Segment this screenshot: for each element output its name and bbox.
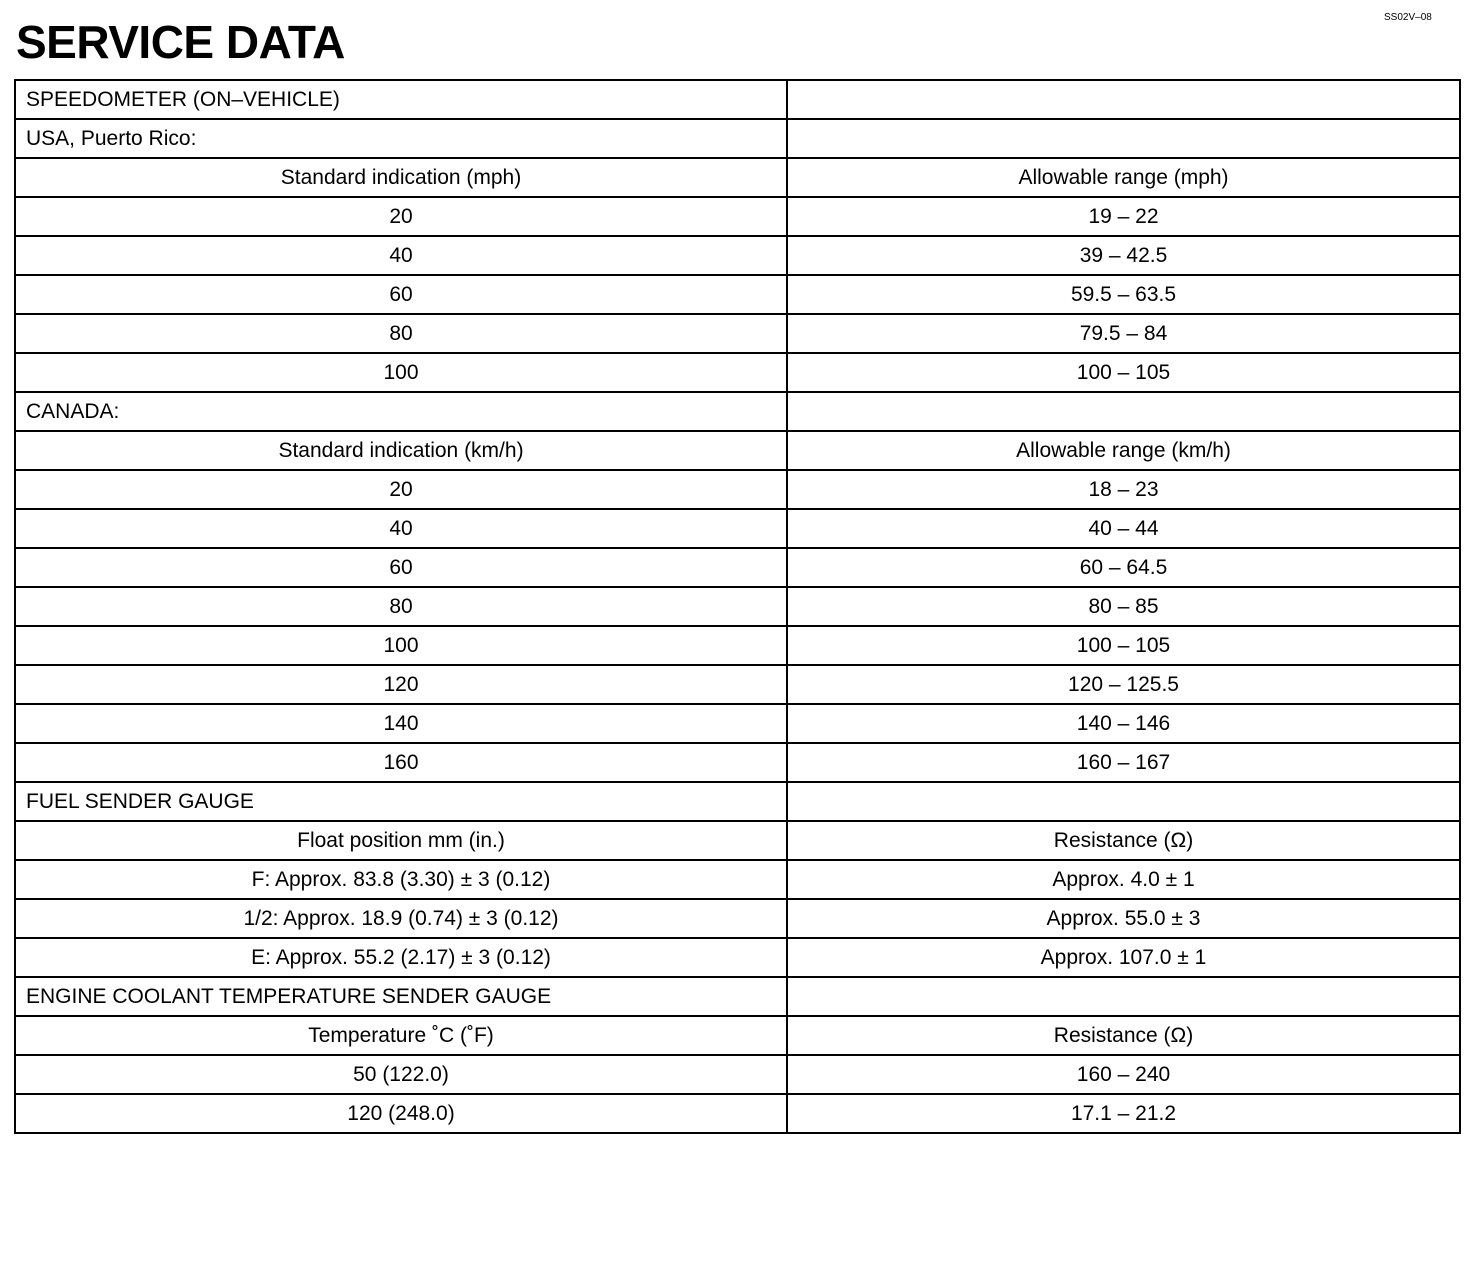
table-row (15, 860, 1460, 899)
table-row (15, 470, 1460, 509)
cell-right: Approx. 107.0 ± 1 (787, 938, 1460, 977)
section-empty-cell (787, 392, 1460, 431)
section-row (15, 782, 1460, 821)
column-header-left: Standard indication (mph) (15, 158, 787, 197)
cell-right: 140 – 146 (787, 704, 1460, 743)
cell-right: 17.1 – 21.2 (787, 1094, 1460, 1133)
cell-left: 40 (15, 509, 787, 548)
section-empty-cell (787, 782, 1460, 821)
cell-right: Approx. 55.0 ± 3 (787, 899, 1460, 938)
section-row (15, 977, 1460, 1016)
table-row (15, 314, 1460, 353)
table-row (15, 743, 1460, 782)
cell-right: Approx. 4.0 ± 1 (787, 860, 1460, 899)
cell-right: 160 – 167 (787, 743, 1460, 782)
table-row (15, 938, 1460, 977)
cell-left: E: Approx. 55.2 (2.17) ± 3 (0.12) (15, 938, 787, 977)
cell-right: 40 – 44 (787, 509, 1460, 548)
cell-right: 80 – 85 (787, 587, 1460, 626)
section-row (15, 80, 1460, 119)
column-header-left: Temperature ˚C (˚F) (15, 1016, 787, 1055)
column-header-right: Resistance (Ω) (787, 821, 1460, 860)
cell-left: 40 (15, 236, 787, 275)
column-header-row (15, 158, 1460, 197)
cell-left: 1/2: Approx. 18.9 (0.74) ± 3 (0.12) (15, 899, 787, 938)
column-header-right: Resistance (Ω) (787, 1016, 1460, 1055)
column-header-left: Float position mm (in.) (15, 821, 787, 860)
table-row (15, 587, 1460, 626)
cell-right: 160 – 240 (787, 1055, 1460, 1094)
cell-left: 20 (15, 470, 787, 509)
document-code: SS02V–08 (1384, 12, 1432, 23)
cell-left: 140 (15, 704, 787, 743)
section-label: USA, Puerto Rico: (15, 119, 787, 158)
page-title: SERVICE DATA (16, 16, 345, 68)
table-row (15, 665, 1460, 704)
cell-left: 100 (15, 626, 787, 665)
column-header-right: Allowable range (km/h) (787, 431, 1460, 470)
table-row (15, 626, 1460, 665)
column-header-row (15, 821, 1460, 860)
table-row (15, 704, 1460, 743)
table-row (15, 353, 1460, 392)
cell-left: 80 (15, 314, 787, 353)
cell-right: 59.5 – 63.5 (787, 275, 1460, 314)
table-row (15, 197, 1460, 236)
cell-right: 120 – 125.5 (787, 665, 1460, 704)
column-header-row (15, 431, 1460, 470)
table-row (15, 236, 1460, 275)
cell-right: 18 – 23 (787, 470, 1460, 509)
service-data-table-body (15, 80, 1460, 1133)
section-row (15, 119, 1460, 158)
section-label: ENGINE COOLANT TEMPERATURE SENDER GAUGE (15, 977, 787, 1016)
cell-left: 60 (15, 275, 787, 314)
section-empty-cell (787, 977, 1460, 1016)
table-row (15, 1094, 1460, 1133)
cell-left: 20 (15, 197, 787, 236)
service-data-table (14, 79, 1461, 1134)
cell-left: 120 (248.0) (15, 1094, 787, 1133)
section-label: FUEL SENDER GAUGE (15, 782, 787, 821)
cell-right: 19 – 22 (787, 197, 1460, 236)
cell-left: 120 (15, 665, 787, 704)
cell-left: 50 (122.0) (15, 1055, 787, 1094)
table-row (15, 899, 1460, 938)
cell-left: 80 (15, 587, 787, 626)
cell-left: 160 (15, 743, 787, 782)
cell-left: F: Approx. 83.8 (3.30) ± 3 (0.12) (15, 860, 787, 899)
section-label: CANADA: (15, 392, 787, 431)
cell-right: 100 – 105 (787, 626, 1460, 665)
table-row (15, 1055, 1460, 1094)
column-header-left: Standard indication (km/h) (15, 431, 787, 470)
cell-right: 39 – 42.5 (787, 236, 1460, 275)
column-header-right: Allowable range (mph) (787, 158, 1460, 197)
cell-right: 79.5 – 84 (787, 314, 1460, 353)
cell-left: 100 (15, 353, 787, 392)
section-row (15, 392, 1460, 431)
table-row (15, 548, 1460, 587)
table-row (15, 275, 1460, 314)
cell-right: 100 – 105 (787, 353, 1460, 392)
cell-left: 60 (15, 548, 787, 587)
section-empty-cell (787, 80, 1460, 119)
cell-right: 60 – 64.5 (787, 548, 1460, 587)
section-empty-cell (787, 119, 1460, 158)
column-header-row (15, 1016, 1460, 1055)
table-row (15, 509, 1460, 548)
section-label: SPEEDOMETER (ON–VEHICLE) (15, 80, 787, 119)
